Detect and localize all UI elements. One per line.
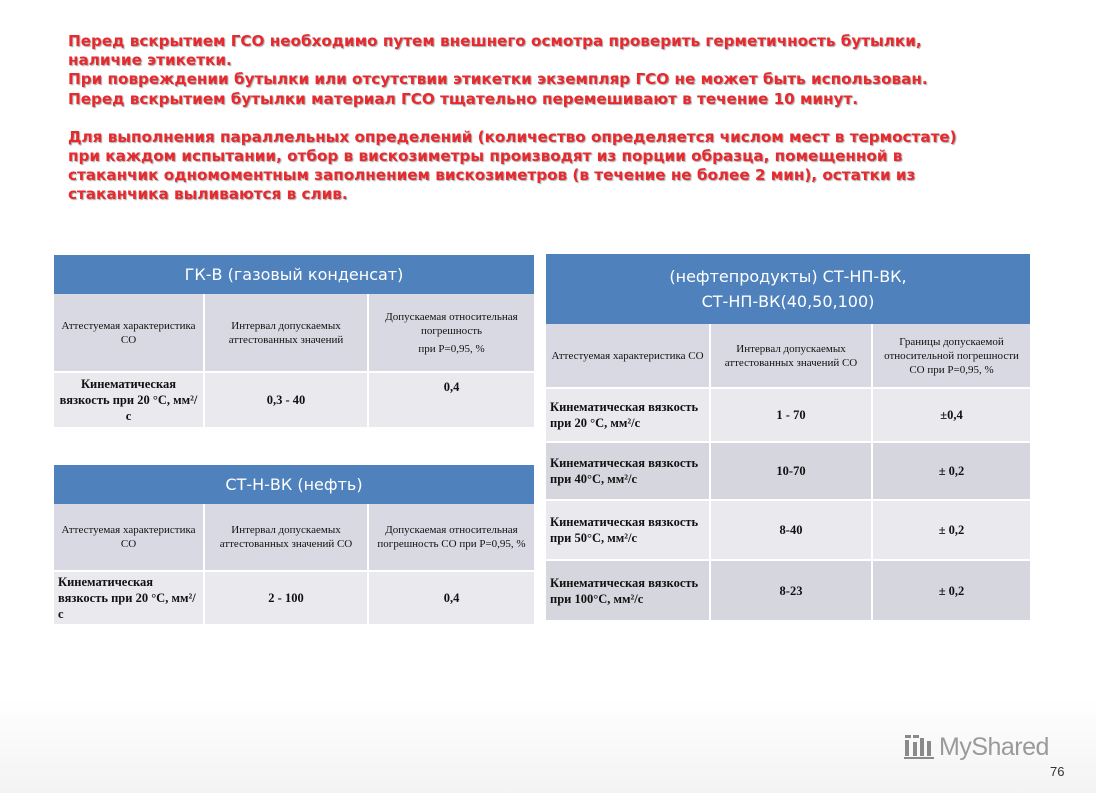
cell-characteristic: Кинематическая вязкость при 50°С, мм²/с <box>546 500 710 560</box>
cell-characteristic: Кинематическая вязкость при 20 °С, мм²/с <box>546 388 710 442</box>
table-title-line: СТ-НП-ВК(40,50,100) <box>701 292 875 311</box>
column-header <box>368 294 534 372</box>
table-title <box>546 254 1030 324</box>
column-header: Допускаемая относительная погрешность СО при Р=0,95, % <box>368 504 534 571</box>
cell-characteristic: Кинематическая вязкость при 20 °С, мм²/с <box>54 372 204 427</box>
cell-characteristic: Кинематическая вязкость при 100°С, мм²/с <box>546 560 710 620</box>
cell-error: 0,4 <box>368 372 534 427</box>
logo-text: MyShared <box>939 733 1049 761</box>
table-row <box>546 500 1030 560</box>
header-line: стаканчика выливаются в слив. <box>68 185 348 204</box>
header-line: стаканчик одномоментным заполнением вискозиметров (в течение не более 2 мин), остатки из <box>68 166 916 185</box>
cell-characteristic: Кинематическая вязкость при 40°С, мм²/с <box>546 442 710 500</box>
cell-interval: 2 - 100 <box>204 571 368 624</box>
cell-error: ± 0,2 <box>872 560 1030 620</box>
cell-error: ± 0,2 <box>872 500 1030 560</box>
table-st-n-vk <box>54 465 534 624</box>
table-row <box>546 560 1030 620</box>
column-header: Аттестуемая характеристика СО <box>54 294 204 372</box>
table-row <box>54 571 534 624</box>
table-title: СТ-Н-ВК (нефть) <box>54 465 534 504</box>
column-header-line: при Р=0,95, % <box>418 342 485 355</box>
cell-error: 0,4 <box>368 571 534 624</box>
header-line: Перед вскрытием бутылки материал ГСО тщательно перемешивают в течение 10 минут. <box>68 89 859 108</box>
header-line: Для выполнения параллельных определений (количество определяется числом мест в термостате) <box>68 127 957 146</box>
cell-interval: 1 - 70 <box>710 388 872 442</box>
cell-interval: 8-40 <box>710 500 872 560</box>
cell-error: ±0,4 <box>872 388 1030 442</box>
column-header: Интервал допускаемых аттестованных значений <box>204 294 368 372</box>
column-header: Интервал допускаемых аттестованных значений СО <box>204 504 368 571</box>
table-row <box>546 442 1030 500</box>
header-line: при каждом испытании, отбор в вискозиметры производят из порции образца, помещенной в <box>68 147 903 166</box>
column-header: Аттестуемая характеристика СО <box>546 324 710 388</box>
header-line: наличие этикетки. <box>68 51 232 70</box>
cell-interval: 10-70 <box>710 442 872 500</box>
column-header: Интервал допускаемых аттестованных значений СО <box>710 324 872 388</box>
table-title: ГК-В (газовый конденсат) <box>54 255 534 294</box>
table-st-np-vk <box>546 254 1030 620</box>
table-row <box>54 372 534 427</box>
header-line: При повреждении бутылки или отсутствии этикетки экземпляр ГСО не может быть использован. <box>68 70 928 89</box>
cell-interval: 8-23 <box>710 560 872 620</box>
header-line: Перед вскрытием ГСО необходимо путем внешнего осмотра проверить герметичность бутылки, <box>68 32 922 50</box>
myshared-logo[interactable] <box>903 732 1063 762</box>
table-row <box>546 388 1030 442</box>
column-header: Аттестуемая характеристика СО <box>54 504 204 571</box>
column-header-line: Допускаемая относительная погрешность <box>385 310 518 337</box>
column-header: Границы допускаемой относительной погрешности СО при Р=0,95, % <box>872 324 1030 388</box>
myshared-logo-icon <box>903 732 937 762</box>
page-number: 76 <box>1050 764 1065 779</box>
table-title-line: (нефтепродукты) СТ-НП-ВК, <box>669 267 907 286</box>
slide-header-text <box>68 32 1028 205</box>
cell-error: ± 0,2 <box>872 442 1030 500</box>
cell-interval: 0,3 - 40 <box>204 372 368 427</box>
cell-characteristic: Кинематическая вязкость при 20 °С, мм²/с <box>54 571 204 624</box>
table-gk-v <box>54 255 534 427</box>
